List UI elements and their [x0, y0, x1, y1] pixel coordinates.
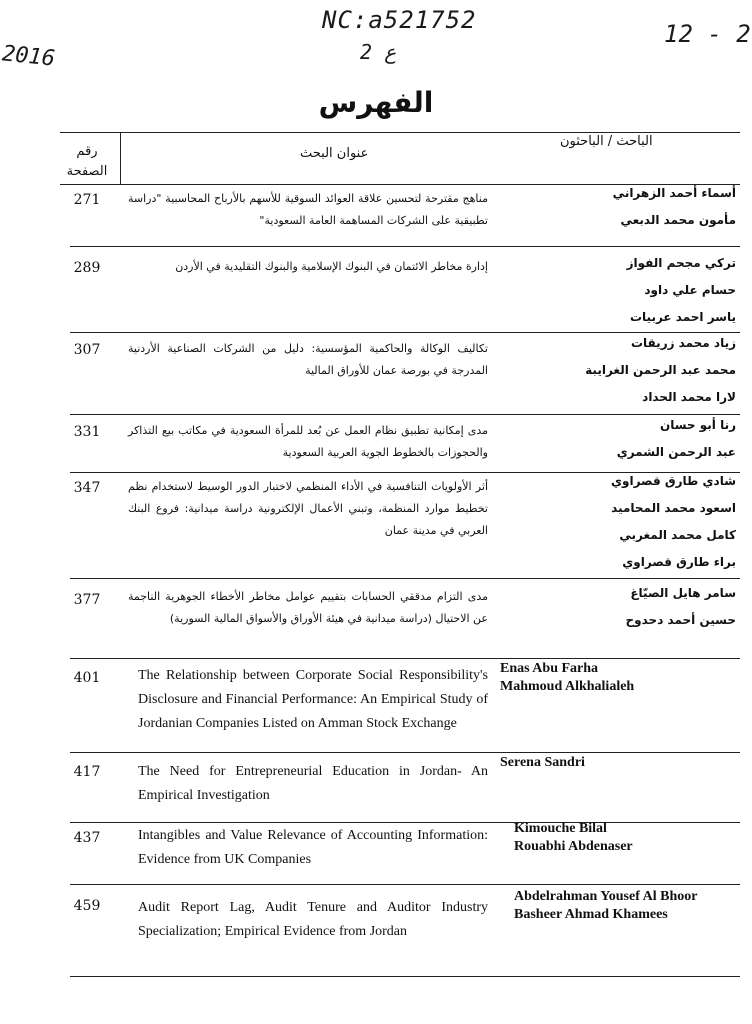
entry-separator	[70, 578, 740, 579]
entry-page-number: 271	[73, 192, 101, 208]
page-title: الفهرس	[318, 86, 434, 119]
author-name: Abdelrahman Yousef Al Bhoor	[514, 889, 698, 904]
entry-title: إدارة مخاطر الائتمان في البنوك الإسلامية والبنوك التقليدية في الأردن	[175, 260, 488, 273]
header-page-number: رقم الصفحة	[66, 144, 108, 179]
entry-page-number: 331	[73, 424, 101, 440]
author-name: كامل محمد المغربي	[619, 528, 736, 542]
author-name: Kimouche Bilal	[514, 821, 607, 836]
author-name: Mahmoud Alkhalialeh	[500, 679, 635, 694]
entry-separator	[70, 752, 740, 753]
entry-authors	[514, 888, 752, 924]
entry-page-number: 307	[73, 342, 101, 358]
author-name: اسعود محمد المحاميد	[611, 501, 736, 515]
entry-title: The Relationship between Corporate Social Responsibility's Disclosure and Financial Performance: An Empirical Study of Jordanian Companies Listed on Amman Stock Exchange	[138, 668, 488, 731]
entry-title: مناهج مقترحة لتحسين علاقة العوائد السوقية للأسهم بالأرباح المحاسبية "دراسة تطبيقية على الشركات المساهمة العامة السعودية"	[128, 192, 488, 227]
entry-authors	[514, 820, 752, 856]
author-name: براء طارق قصراوي	[622, 555, 736, 569]
author-name: رنا أبو حسان	[659, 418, 736, 432]
header-top-rule	[60, 132, 740, 133]
entry-authors	[500, 754, 740, 772]
handwritten-issue: ع 2	[360, 40, 397, 64]
entry-authors	[498, 330, 736, 411]
entry-authors	[498, 580, 736, 634]
author-name: Serena Sandri	[500, 755, 585, 770]
author-name: محمد عبد الرحمن الغرايبة	[585, 363, 736, 377]
author-name: ياسر احمد عربيات	[629, 310, 736, 324]
author-name: مأمون محمد الدبعي	[620, 213, 736, 227]
entry-title: مدى التزام مدققي الحسابات بتقييم عوامل مخاطر الأخطاء الجوهرية الناجمة عن الاحتيال (دراسة ميدانية في هيئة الأوراق والأسواق المالية السورية)	[128, 590, 488, 625]
entry-title: تكاليف الوكالة والحاكمية المؤسسية: دليل من الشركات الصناعية الأردنية المدرجة في بورصة عمان للأوراق المالية	[128, 342, 488, 377]
author-name: حسين أحمد دحدوح	[625, 613, 736, 627]
entry-authors	[500, 660, 740, 696]
author-name: لارا محمد الحداد	[642, 390, 736, 404]
entry-title: The Need for Entrepreneurial Education in Jordan- An Empirical Investigation	[138, 764, 488, 803]
handwritten-page-mark: 12 - 2	[664, 20, 751, 48]
entry-separator	[70, 884, 740, 885]
entry-title: أثر الأولويات التنافسية في الأداء المنظمي لاختبار الدور الوسيط لاستخدام نظم تخطيط موارد المنظمة، وتبني الأعمال الإلكترونية دراسة ميدانية: فروع البنك العربي في مدينة عمان	[128, 480, 488, 537]
author-name: Enas Abu Farha	[500, 661, 599, 676]
entry-separator	[70, 658, 740, 659]
author-name: شادي طارق قصراوي	[611, 474, 736, 488]
entry-separator	[70, 976, 740, 977]
entry-separator	[70, 246, 740, 247]
author-name: سامر هايل الصيّاغ	[630, 586, 736, 600]
handwritten-year: 2016	[0, 41, 57, 72]
header-authors: الباحث / الباحثون	[560, 134, 653, 149]
author-name: حسام علي داود	[644, 283, 736, 297]
entry-title: Intangibles and Value Relevance of Accounting Information: Evidence from UK Companies	[138, 828, 488, 867]
entry-page-number: 377	[73, 592, 101, 608]
entry-page-number: 437	[73, 830, 101, 846]
entry-page-number: 417	[73, 764, 101, 780]
entry-title: Audit Report Lag, Audit Tenure and Auditor Industry Specialization; Empirical Evidence from Jordan	[138, 900, 488, 939]
author-name: Basheer Ahmad Khamees	[514, 907, 668, 922]
author-name: عبد الرحمن الشمري	[616, 445, 736, 459]
entry-authors	[498, 250, 736, 331]
page-column-divider	[120, 132, 121, 184]
entry-page-number: 401	[73, 670, 101, 686]
author-name: Rouabhi Abdenaser	[514, 839, 633, 854]
handwritten-code: NC:a521752	[322, 6, 477, 34]
author-name: أسماء أحمد الزهراني	[612, 186, 736, 200]
entry-page-number: 289	[73, 260, 101, 276]
entry-authors	[498, 180, 736, 234]
entry-authors	[498, 468, 736, 576]
header-article-title: عنوان البحث	[300, 146, 369, 161]
author-name: تركي مجحم الفواز	[626, 256, 736, 270]
entry-title: مدى إمكانية تطبيق نظام العمل عن بُعد للمرأة السعودية في مكاتب بيع التذاكر والحجوزات بالخطوط الجوية العربية السعودية	[128, 424, 488, 459]
entry-page-number: 459	[73, 898, 101, 914]
author-name: زياد محمد زريقات	[630, 336, 736, 350]
entry-page-number: 347	[73, 480, 101, 496]
entry-authors	[498, 412, 736, 466]
